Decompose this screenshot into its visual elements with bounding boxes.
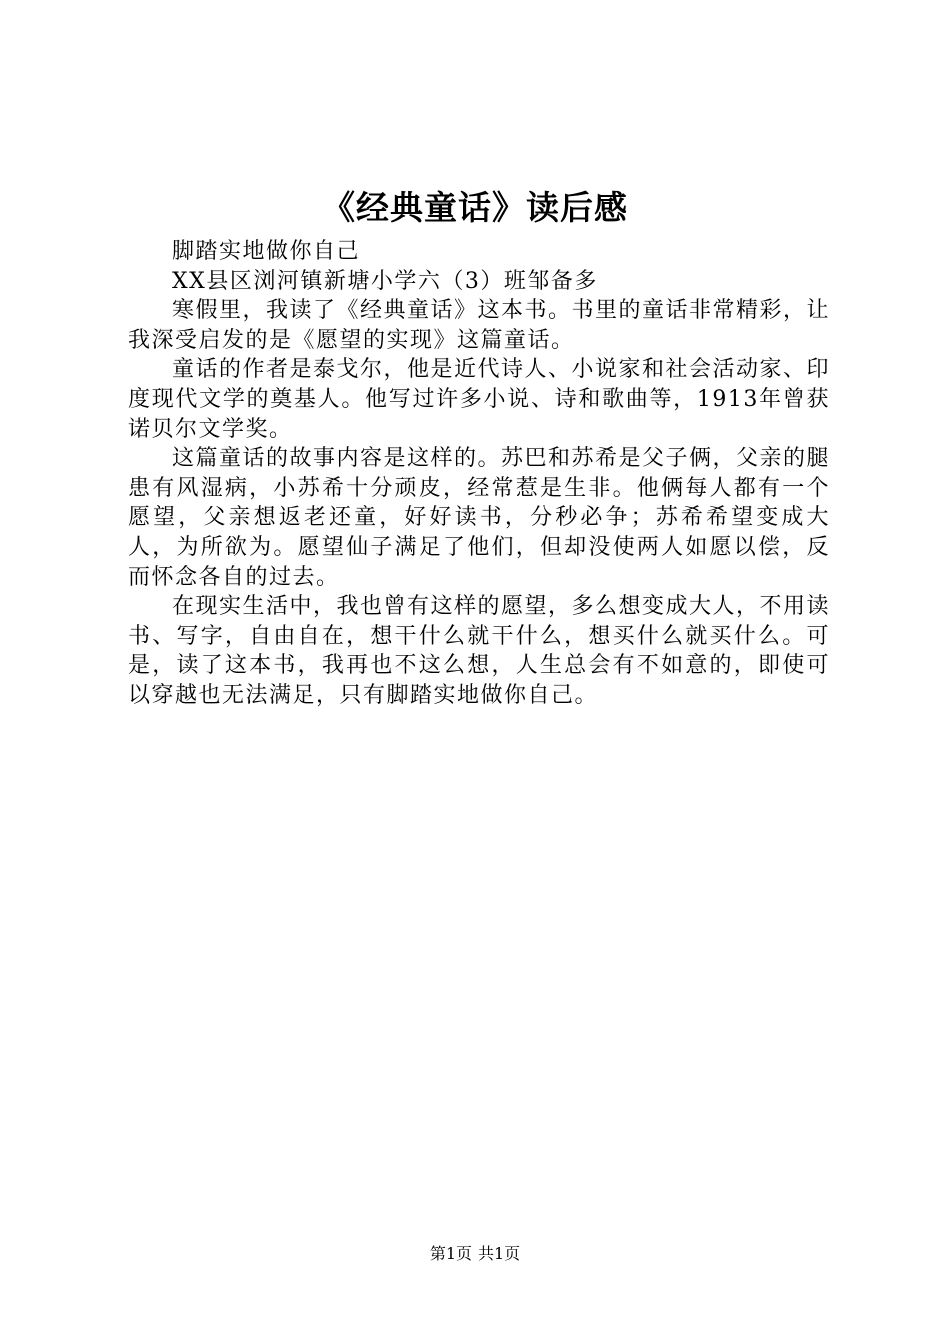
page-footer: [0, 1242, 950, 1266]
author-line: XX县区浏河镇新塘小学六（3）班邹备多: [172, 268, 598, 294]
document-body: [128, 237, 830, 711]
page-number-total: 共1页: [478, 1244, 521, 1263]
paragraph: 童话的作者是泰戈尔，他是近代诗人、小说家和社会活动家、印度现代文学的奠基人。他写过许多小说、诗和歌曲等，1913年曾获诺贝尔文学奖。: [128, 357, 831, 442]
paragraph: 在现实生活中，我也曾有这样的愿望，多么想变成大人，不用读书、写字，自由自在，想干什么就干什么，想买什么就买什么。可是，读了这本书，我再也不这么想，人生总会有不如意的，即使可以穿越也无法满足，只有脚踏实地做你自己。: [128, 594, 831, 708]
paragraph: 寒假里，我读了《经典童话》这本书。书里的童话非常精彩，让我深受启发的是《愿望的实现》这篇童话。: [128, 298, 831, 353]
document-title: 《经典童话》读后感: [322, 188, 628, 227]
paragraph: 这篇童话的故事内容是这样的。苏巴和苏希是父子俩，父亲的腿患有风湿病，小苏希十分顽皮，经常惹是生非。他俩每人都有一个愿望，父亲想返老还童，好好读书，分秒必争；苏希希望变成大人，为所欲为。愿望仙子满足了他们，但却没使两人如愿以偿，反而怀念各自的过去。: [128, 446, 831, 590]
page-number-current: 第1页: [429, 1244, 472, 1263]
subtitle-line: 脚踏实地做你自己: [172, 239, 361, 264]
